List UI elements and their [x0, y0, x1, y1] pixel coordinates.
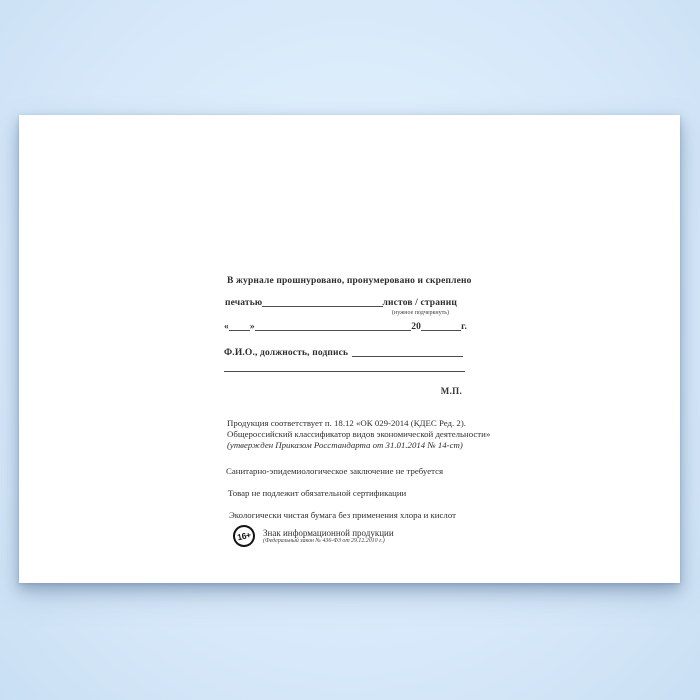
- sheets-pages-label: листов / страниц: [382, 298, 457, 308]
- compliance-line-3: (утвержден Приказом Росстандарта от 31.01.2014 № 14-ст): [227, 440, 463, 450]
- stamp-placeholder: М.П.: [440, 386, 462, 396]
- blank-month: [255, 327, 411, 331]
- signature-label: Ф.И.О., должность, подпись: [224, 348, 349, 358]
- statement-sanitary: Санитарно-эпидемиологическое заключение не требуется: [226, 466, 444, 476]
- age-mark-law-note: (Федеральный закон № 436-ФЗ от 29.12.2010 г.): [263, 538, 385, 544]
- seal-label: печатью: [225, 298, 263, 308]
- stitch-statement: В журнале прошнуровано, пронумеровано и скреплено: [227, 276, 472, 286]
- blank-year: [421, 327, 461, 331]
- year-suffix: г.: [461, 322, 467, 332]
- blank-line: [262, 303, 382, 307]
- age-mark-caption: [263, 528, 394, 544]
- signature-line: [224, 348, 463, 358]
- age-mark-label: Знак информационной продукции: [263, 528, 394, 538]
- statement-eco-paper: Экологически чистая бумага без применения хлора и кислот: [229, 510, 456, 520]
- blank-signature: [352, 353, 463, 357]
- blank-day: [229, 327, 250, 331]
- compliance-line-2: Общероссийский классификатор видов экономической деятельности»: [227, 429, 491, 439]
- statement-certification: Товар не подлежит обязательной сертификации: [228, 488, 407, 498]
- compliance-line-1: Продукция соответствует п. 18.12 «ОК 029-2014 (КДЕС Ред. 2).: [227, 418, 466, 428]
- date-line: [224, 322, 467, 332]
- age-16plus-badge-icon: 16+: [231, 523, 257, 549]
- compliance-paragraph: [227, 418, 490, 451]
- century-digits: 20: [411, 322, 422, 332]
- sheets-count-line: [225, 298, 457, 308]
- open-quote: «: [224, 322, 229, 332]
- close-quote: »: [249, 322, 255, 332]
- underline-note: (нужное подчеркнуть): [392, 310, 449, 316]
- journal-back-page: [19, 115, 680, 583]
- blank-continuation-line: [224, 368, 465, 372]
